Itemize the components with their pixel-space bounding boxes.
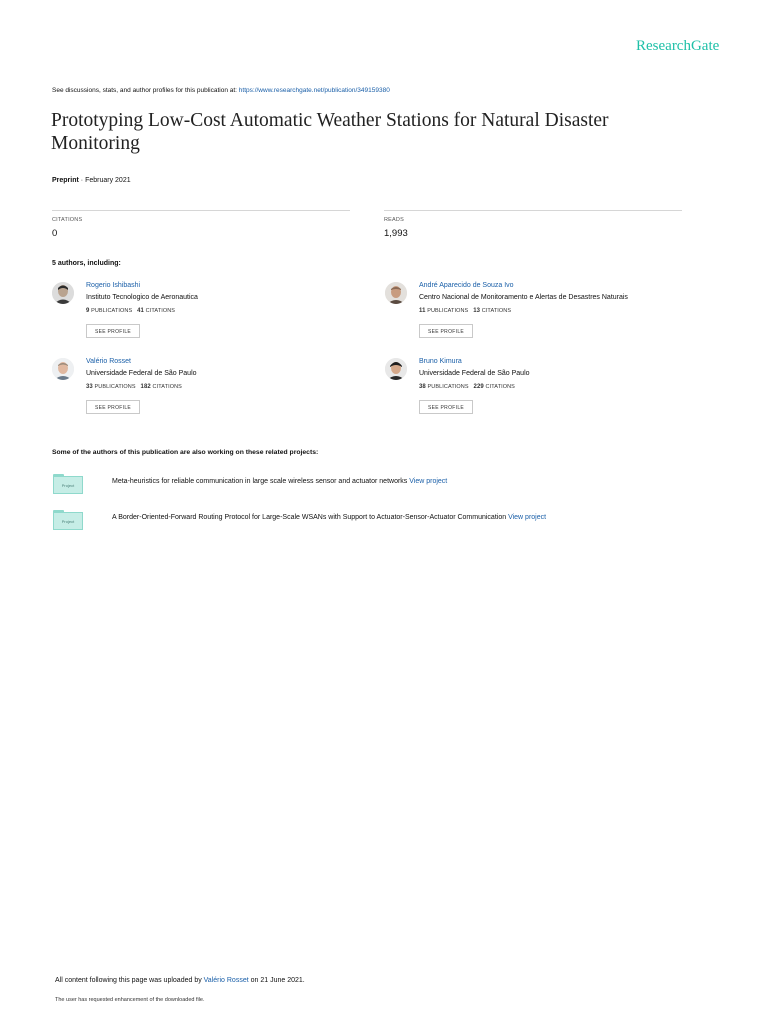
upload-notice	[55, 977, 305, 984]
citations-label: CITATIONS	[485, 384, 515, 390]
author-card	[385, 282, 685, 346]
person-photo-icon[interactable]	[385, 282, 407, 304]
publication-count: 9	[86, 308, 90, 314]
author-name-link[interactable]: André Aparecido de Souza Ivo	[419, 282, 514, 289]
citations-label: CITATIONS	[152, 384, 182, 390]
project-item	[52, 474, 702, 496]
citations-divider	[52, 210, 350, 211]
citation-count: 229	[473, 384, 484, 390]
person-photo-icon[interactable]	[385, 358, 407, 380]
discussion-line	[52, 87, 390, 94]
person-photo-icon[interactable]	[52, 282, 74, 304]
author-card	[52, 358, 352, 422]
project-folder-icon	[53, 510, 83, 530]
meta-separator: ·	[78, 177, 86, 184]
researchgate-logo[interactable]: ResearchGate	[636, 38, 720, 54]
author-stats	[86, 308, 175, 314]
uploader-link[interactable]: Valério Rosset	[203, 977, 249, 984]
paper-type: Preprint	[52, 177, 79, 184]
publications-label: PUBLICATIONS	[427, 384, 469, 390]
paper-title: Prototyping Low-Cost Automatic Weather Stations for Natural Disaster Monitoring	[51, 110, 609, 154]
publication-count: 11	[419, 308, 426, 314]
enhancement-notice: The user has requested enhancement of the downloaded file.	[55, 997, 205, 1003]
project-icon-label: Project	[53, 476, 83, 494]
citations-label: CITATIONS	[145, 308, 176, 314]
publication-count: 33	[86, 384, 93, 390]
publications-label: PUBLICATIONS	[427, 308, 469, 314]
reads-divider	[384, 210, 682, 211]
publication-url-link[interactable]: https://www.researchgate.net/publication/349159380	[238, 87, 390, 94]
view-project-link[interactable]: View project	[409, 478, 448, 485]
paper-meta	[52, 177, 131, 184]
author-stats	[419, 308, 511, 314]
project-icon-label: Project	[53, 512, 83, 530]
view-project-link[interactable]: View project	[508, 514, 547, 521]
project-title	[112, 514, 546, 521]
citations-value: 0	[52, 228, 58, 239]
author-institution: Universidade Federal de São Paulo	[419, 370, 530, 377]
authors-heading: 5 authors, including:	[52, 260, 121, 267]
author-institution: Universidade Federal de São Paulo	[86, 370, 197, 377]
author-card	[385, 358, 685, 422]
author-stats	[419, 384, 515, 390]
discussion-text: See discussions, stats, and author profiles for this publication at:	[52, 87, 239, 94]
project-folder-icon	[53, 474, 83, 494]
see-profile-button[interactable]: SEE PROFILE	[86, 324, 140, 338]
author-name-link[interactable]: Rogerio Ishibashi	[86, 282, 141, 289]
paper-date: February 2021	[85, 177, 131, 184]
project-item	[52, 510, 702, 532]
citations-label: CITATIONS	[52, 217, 83, 223]
upload-prefix: All content following this page was uploaded by	[55, 977, 204, 984]
author-institution: Centro Nacional de Monitoramento e Alertas de Desastres Naturais	[419, 294, 628, 301]
citation-count: 182	[140, 384, 151, 390]
see-profile-button[interactable]: SEE PROFILE	[419, 324, 473, 338]
project-title-text: A Border-Oriented-Forward Routing Protocol for Large-Scale WSANs with Support to Actuator-Sensor-Actuator Communication	[112, 514, 509, 521]
citation-count: 13	[473, 308, 481, 314]
reads-label: READS	[384, 217, 404, 223]
publication-count: 38	[419, 384, 426, 390]
citations-label: CITATIONS	[481, 308, 512, 314]
person-photo-icon[interactable]	[52, 358, 74, 380]
author-institution: Instituto Tecnologico de Aeronautica	[86, 294, 198, 301]
related-projects-heading: Some of the authors of this publication are also working on these related projects:	[52, 449, 319, 456]
publications-label: PUBLICATIONS	[94, 384, 136, 390]
author-name-link[interactable]: Valério Rosset	[86, 358, 132, 365]
author-card	[52, 282, 352, 346]
project-title	[112, 478, 447, 485]
author-stats	[86, 384, 182, 390]
upload-suffix: on 21 June 2021.	[248, 977, 305, 984]
see-profile-button[interactable]: SEE PROFILE	[86, 400, 140, 414]
reads-value: 1,993	[384, 228, 408, 239]
citation-count: 41	[137, 308, 144, 314]
see-profile-button[interactable]: SEE PROFILE	[419, 400, 473, 414]
project-title-text: Meta-heuristics for reliable communication in large scale wireless sensor and actuator networks	[112, 478, 410, 485]
author-name-link[interactable]: Bruno Kimura	[419, 358, 462, 365]
publications-label: PUBLICATIONS	[91, 308, 133, 314]
